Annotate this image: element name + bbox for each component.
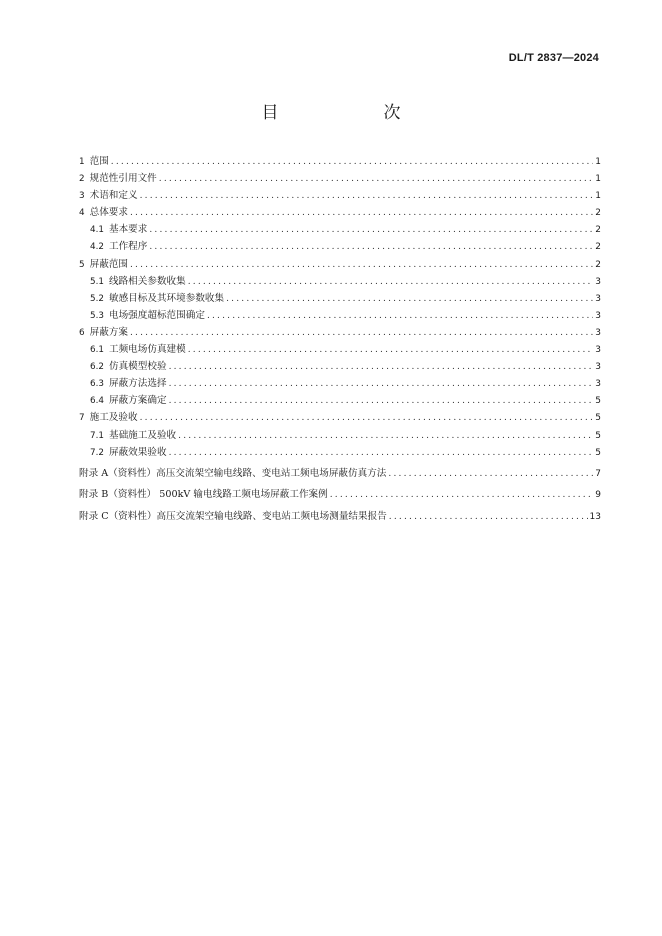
toc-entry-title: 基础施工及验收	[109, 429, 177, 441]
toc-entry-label	[79, 238, 147, 256]
toc-page-number: 9	[595, 490, 601, 501]
toc-entry-title: 屏蔽方法选择	[109, 378, 167, 390]
toc-page-number: 2	[595, 225, 601, 236]
toc-entry-label	[79, 444, 167, 462]
toc-entry[interactable]	[79, 341, 601, 358]
toc-page-number: 3	[595, 327, 601, 338]
toc-entry-title: 工作程序	[109, 241, 148, 253]
document-code: DL/T 2837—2024	[508, 52, 599, 64]
toc-dot-leader	[388, 464, 593, 486]
toc-dot-leader	[111, 154, 593, 171]
toc-entry[interactable]	[79, 409, 601, 426]
toc-entry[interactable]	[79, 324, 601, 341]
toc-entry-title: 范围	[89, 156, 109, 167]
toc-entry-title: 总体要求	[89, 207, 128, 219]
toc-dot-leader	[140, 410, 594, 427]
toc-entry-number: 6.3	[90, 379, 104, 390]
toc-dot-leader	[169, 445, 594, 462]
toc-entry[interactable]	[79, 375, 601, 392]
toc-entry[interactable]	[79, 153, 601, 170]
toc-dot-leader	[169, 393, 594, 410]
toc-entry-title: 屏蔽效果验收	[109, 446, 167, 458]
toc-entry-number: 6.2	[90, 362, 104, 373]
toc-entry-number: 6.4	[90, 396, 104, 407]
toc-entry-number: 4.2	[90, 242, 104, 253]
toc-entry[interactable]	[79, 290, 601, 307]
toc-dot-leader	[178, 428, 593, 445]
toc-dot-leader	[149, 222, 593, 239]
toc-page-number: 2	[595, 208, 601, 219]
toc-dot-leader	[159, 171, 594, 188]
toc-page-number: 3	[595, 293, 601, 304]
toc-entry-label	[79, 427, 176, 445]
toc-entry[interactable]	[79, 392, 601, 409]
toc-entry[interactable]	[79, 444, 601, 461]
toc-entry-label	[79, 256, 128, 274]
toc-page-number: 3	[595, 362, 601, 373]
toc-entry-label	[79, 204, 128, 222]
toc-entry-title: 屏蔽方案确定	[109, 395, 167, 407]
toc-entry[interactable]	[79, 221, 601, 238]
toc-entry-number: 7.2	[90, 447, 104, 458]
toc-entry-label	[79, 506, 387, 528]
toc-entry-title: 施工及验收	[89, 412, 138, 424]
toc-entry-number: 3	[79, 191, 85, 202]
toc-entry-title: 敏感目标及其环境参数收集	[109, 292, 225, 304]
toc-dot-leader	[188, 274, 594, 291]
toc-entry-label	[79, 409, 138, 427]
toc-dot-leader	[130, 325, 593, 342]
toc-entry-title: 附录 C（资料性）高压交流架空输电线路、变电站工频电场测量结果报告	[79, 510, 387, 522]
toc-entry-number: 7	[79, 413, 85, 424]
toc-appendix-entry[interactable]	[79, 463, 601, 485]
toc-dot-leader	[130, 257, 593, 274]
toc-entry[interactable]	[79, 238, 601, 255]
toc-page-number: 5	[595, 430, 601, 441]
toc-entry-title: 电场强度超标范围确定	[109, 309, 205, 321]
toc-entry-number: 1	[79, 157, 85, 167]
toc-page-number: 1	[595, 157, 601, 167]
toc-entry-number: 7.1	[90, 430, 104, 441]
page-title: 目 次	[261, 103, 445, 123]
toc-entry-label	[79, 392, 167, 410]
toc-entry-label	[79, 290, 224, 308]
toc-dot-leader	[207, 308, 593, 325]
toc-entry-label	[79, 221, 147, 239]
toc-dot-leader	[188, 342, 594, 359]
toc-entry-label	[79, 324, 128, 342]
toc-entry-label	[79, 358, 167, 376]
toc-page-number: 5	[595, 413, 601, 424]
toc-page-number: 3	[595, 379, 601, 390]
toc-entry[interactable]	[79, 187, 601, 204]
toc-entry-title: 基本要求	[109, 224, 148, 236]
toc-entry-number: 2	[79, 174, 85, 185]
toc-entry[interactable]	[79, 256, 601, 273]
toc-entry[interactable]	[79, 273, 601, 290]
toc-entry-label	[79, 463, 386, 485]
toc-entry-number: 5.3	[90, 310, 104, 321]
toc-dot-leader	[149, 239, 593, 256]
toc-entry[interactable]	[79, 427, 601, 444]
toc-entry-label	[79, 273, 186, 291]
toc-page-number: 3	[595, 310, 601, 321]
toc-entry-number: 4.1	[90, 225, 104, 236]
toc-entry[interactable]	[79, 170, 601, 187]
toc-page-number: 13	[589, 511, 601, 522]
toc-entry[interactable]	[79, 358, 601, 375]
toc-dot-leader	[140, 188, 594, 205]
toc-page-number: 2	[595, 259, 601, 270]
toc-entry-label	[79, 153, 109, 171]
toc-appendix-entry[interactable]	[79, 506, 601, 528]
toc-entry-title: 术语和定义	[89, 190, 138, 202]
toc-page-number: 1	[595, 191, 601, 202]
toc-dot-leader	[130, 205, 593, 222]
toc-entry-title: 附录 B（资料性） 500kV 输电线路工频电场屏蔽工作案例	[79, 489, 328, 501]
toc-entry-number: 4	[79, 208, 85, 219]
toc-entry-label	[79, 307, 205, 325]
toc-page-number: 5	[595, 447, 601, 458]
toc-entry-number: 5.1	[90, 276, 104, 287]
toc-dot-leader	[169, 376, 594, 393]
toc-entry[interactable]	[79, 307, 601, 324]
toc-entry-label	[79, 484, 328, 506]
toc-page-number: 7	[595, 468, 601, 479]
toc-page-number: 1	[595, 174, 601, 185]
toc-entry-number: 6	[79, 327, 85, 338]
toc-page-number: 3	[595, 276, 601, 287]
toc-dot-leader	[169, 359, 594, 376]
toc-entry-number: 6.1	[90, 345, 104, 356]
toc-entry-label	[79, 187, 138, 205]
toc-entry-title: 线路相关参数收集	[109, 275, 186, 287]
toc-entry-title: 附录 A（资料性）高压交流架空输电线路、变电站工频电场屏蔽仿真方法	[79, 467, 387, 479]
toc-entry-label	[79, 341, 186, 359]
toc-entry-title: 仿真模型校验	[109, 361, 167, 373]
toc-page-number: 2	[595, 242, 601, 253]
toc-dot-leader	[330, 485, 594, 507]
table-of-contents	[79, 153, 601, 527]
toc-entry-number: 5	[79, 259, 85, 270]
toc-entry-title: 屏蔽范围	[89, 258, 128, 270]
toc-entry[interactable]	[79, 204, 601, 221]
toc-appendix-entry[interactable]	[79, 484, 601, 506]
toc-dot-leader	[389, 507, 588, 529]
toc-entry-label	[79, 170, 157, 188]
toc-entry-title: 工频电场仿真建模	[109, 344, 186, 356]
toc-entry-label	[79, 375, 167, 393]
toc-page-number: 5	[595, 396, 601, 407]
toc-entry-title: 规范性引用文件	[89, 173, 157, 185]
toc-page-number: 3	[595, 345, 601, 356]
toc-entry-number: 5.2	[90, 293, 104, 304]
toc-dot-leader	[226, 291, 593, 308]
toc-entry-title: 屏蔽方案	[89, 326, 128, 338]
